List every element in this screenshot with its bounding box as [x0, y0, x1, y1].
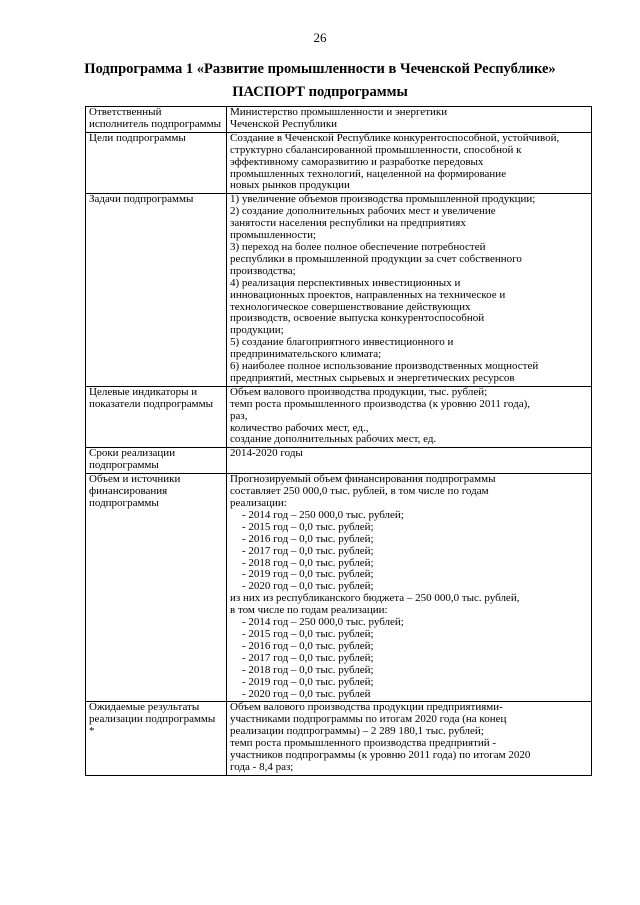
value-line: 6) наиболее полное использование производственных мощностей — [230, 360, 539, 373]
row-value — [227, 702, 592, 775]
table-row — [86, 132, 592, 194]
value-line: республики в промышленной продукции за счет собственного — [230, 252, 522, 265]
value-line: эффективному саморазвитию и разработке передовых — [230, 155, 484, 168]
row-label: Объем и источники финансирования подпрограммы — [86, 474, 227, 702]
value-line: создание дополнительных рабочих мест, ед. — [230, 433, 437, 446]
value-line: - 2016 год – 0,0 тыс. рублей; — [242, 532, 374, 545]
value-line: предприятий, местных сырьевых и энергетических ресурсов — [230, 371, 515, 384]
value-line: промышленных технологий, нацеленной на формирование — [230, 167, 507, 180]
row-value — [227, 107, 592, 133]
value-line: - 2020 год – 0,0 тыс. рублей; — [242, 580, 374, 593]
value-line: реализации: — [230, 497, 287, 509]
table-row — [86, 386, 592, 448]
table-row — [86, 448, 592, 474]
value-line: 4) реализация перспективных инвестиционных и — [230, 276, 461, 289]
row-label: Задачи подпрограммы — [86, 194, 227, 387]
value-line: Чеченской Республики — [230, 117, 338, 130]
value-line: - 2015 год – 0,0 тыс. рублей; — [242, 627, 374, 640]
passport-table — [85, 106, 592, 776]
table-row — [86, 474, 592, 702]
row-value — [227, 132, 592, 194]
row-label: Ожидаемые результаты реализации подпрограммы * — [86, 702, 227, 775]
value-line: темп роста промышленного производства предприятий - — [230, 737, 497, 750]
row-label: Ответственный исполнитель подпрограммы — [86, 107, 227, 133]
value-line: - 2020 год – 0,0 тыс. рублей — [242, 687, 371, 700]
value-line: составляет 250 000,0 тыс. рублей, в том числе по годам — [230, 485, 489, 498]
value-line: Объем валового производства продукции предприятиями- — [230, 701, 503, 714]
value-line: продукции; — [230, 324, 284, 337]
row-label: Цели подпрограммы — [86, 132, 227, 194]
value-line: - 2019 год – 0,0 тыс. рублей; — [242, 568, 374, 581]
table-row — [86, 702, 592, 775]
value-line: 1) увеличение объемов производства промышленной продукции; — [230, 193, 536, 206]
value-line: 2) создание дополнительных рабочих мест и увеличение — [230, 205, 496, 218]
row-label: Целевые индикаторы и показатели подпрограммы — [86, 386, 227, 448]
value-line: года - 8,4 раз; — [230, 760, 294, 773]
value-line: - 2018 год – 0,0 тыс. рублей; — [242, 663, 374, 676]
row-value — [227, 194, 592, 387]
value-line: инновационных проектов, направленных на техническое и — [230, 288, 506, 301]
table-row — [86, 107, 592, 133]
value-line: - 2017 год – 0,0 тыс. рублей; — [242, 544, 374, 557]
value-line: промышленности; — [230, 229, 317, 242]
row-value — [227, 474, 592, 702]
value-line: структурно сбалансированной промышленности, способной к — [230, 143, 522, 156]
row-value — [227, 448, 592, 474]
value-line: производства; — [230, 264, 296, 277]
value-line: в том числе по годам реализации: — [230, 604, 388, 617]
value-line: - 2015 год – 0,0 тыс. рублей; — [242, 520, 374, 533]
value-line: - 2017 год – 0,0 тыс. рублей; — [242, 651, 374, 664]
value-line: Объем валового производства продукции, тыс. рублей; — [230, 385, 488, 398]
value-line: Прогнозируемый объем финансирования подпрограммы — [230, 473, 496, 486]
value-line: предпринимательского климата; — [230, 348, 382, 361]
value-line: производств, освоение выпуска конкурентоспособной — [230, 312, 485, 325]
value-line: участниками подпрограммы по итогам 2020 года (на конец — [230, 713, 507, 726]
value-line: из них из республиканского бюджета – 250 000,0 тыс. рублей, — [230, 592, 520, 605]
row-value — [227, 386, 592, 448]
value-line: - 2014 год – 250 000,0 тыс. рублей; — [242, 508, 404, 521]
value-line: 5) создание благоприятного инвестиционного и — [230, 336, 454, 349]
value-line: - 2016 год – 0,0 тыс. рублей; — [242, 639, 374, 652]
value-line: реализации подпрограммы) – 2 289 180,1 тыс. рублей; — [230, 725, 484, 738]
value-line: Министерство промышленности и энергетики — [230, 106, 448, 118]
value-line: - 2014 год – 250 000,0 тыс. рублей; — [242, 616, 404, 629]
value-line: количество рабочих мест, ед., — [230, 421, 369, 434]
value-line: новых рынков продукции — [230, 179, 350, 192]
value-line: технологическое совершенствование действующих — [230, 300, 471, 313]
value-line: участников подпрограммы (к уровню 2011 года) по итогам 2020 — [230, 749, 531, 762]
value-line: - 2019 год – 0,0 тыс. рублей; — [242, 675, 374, 688]
row-label: Сроки реализации подпрограммы — [86, 448, 227, 474]
table-row — [86, 194, 592, 387]
value-line: занятости населения республики на предприятиях — [230, 217, 466, 230]
value-line: 3) переход на более полное обеспечение потребностей — [230, 240, 486, 253]
value-line: - 2018 год – 0,0 тыс. рублей; — [242, 556, 374, 569]
value-line: темп роста промышленного производства (к уровню 2011 года), — [230, 397, 530, 410]
value-line: 2014-2020 годы — [230, 447, 303, 460]
page-number: 26 — [313, 30, 327, 45]
value-line: Создание в Чеченской Республике конкурентоспособной, устойчивой, — [230, 131, 560, 144]
subprogram-title: Подпрограмма 1 «Развитие промышленности в Чеченской Республике» — [84, 61, 556, 77]
passport-heading: ПАСПОРТ подпрограммы — [232, 84, 408, 100]
value-line: раз, — [230, 409, 248, 422]
